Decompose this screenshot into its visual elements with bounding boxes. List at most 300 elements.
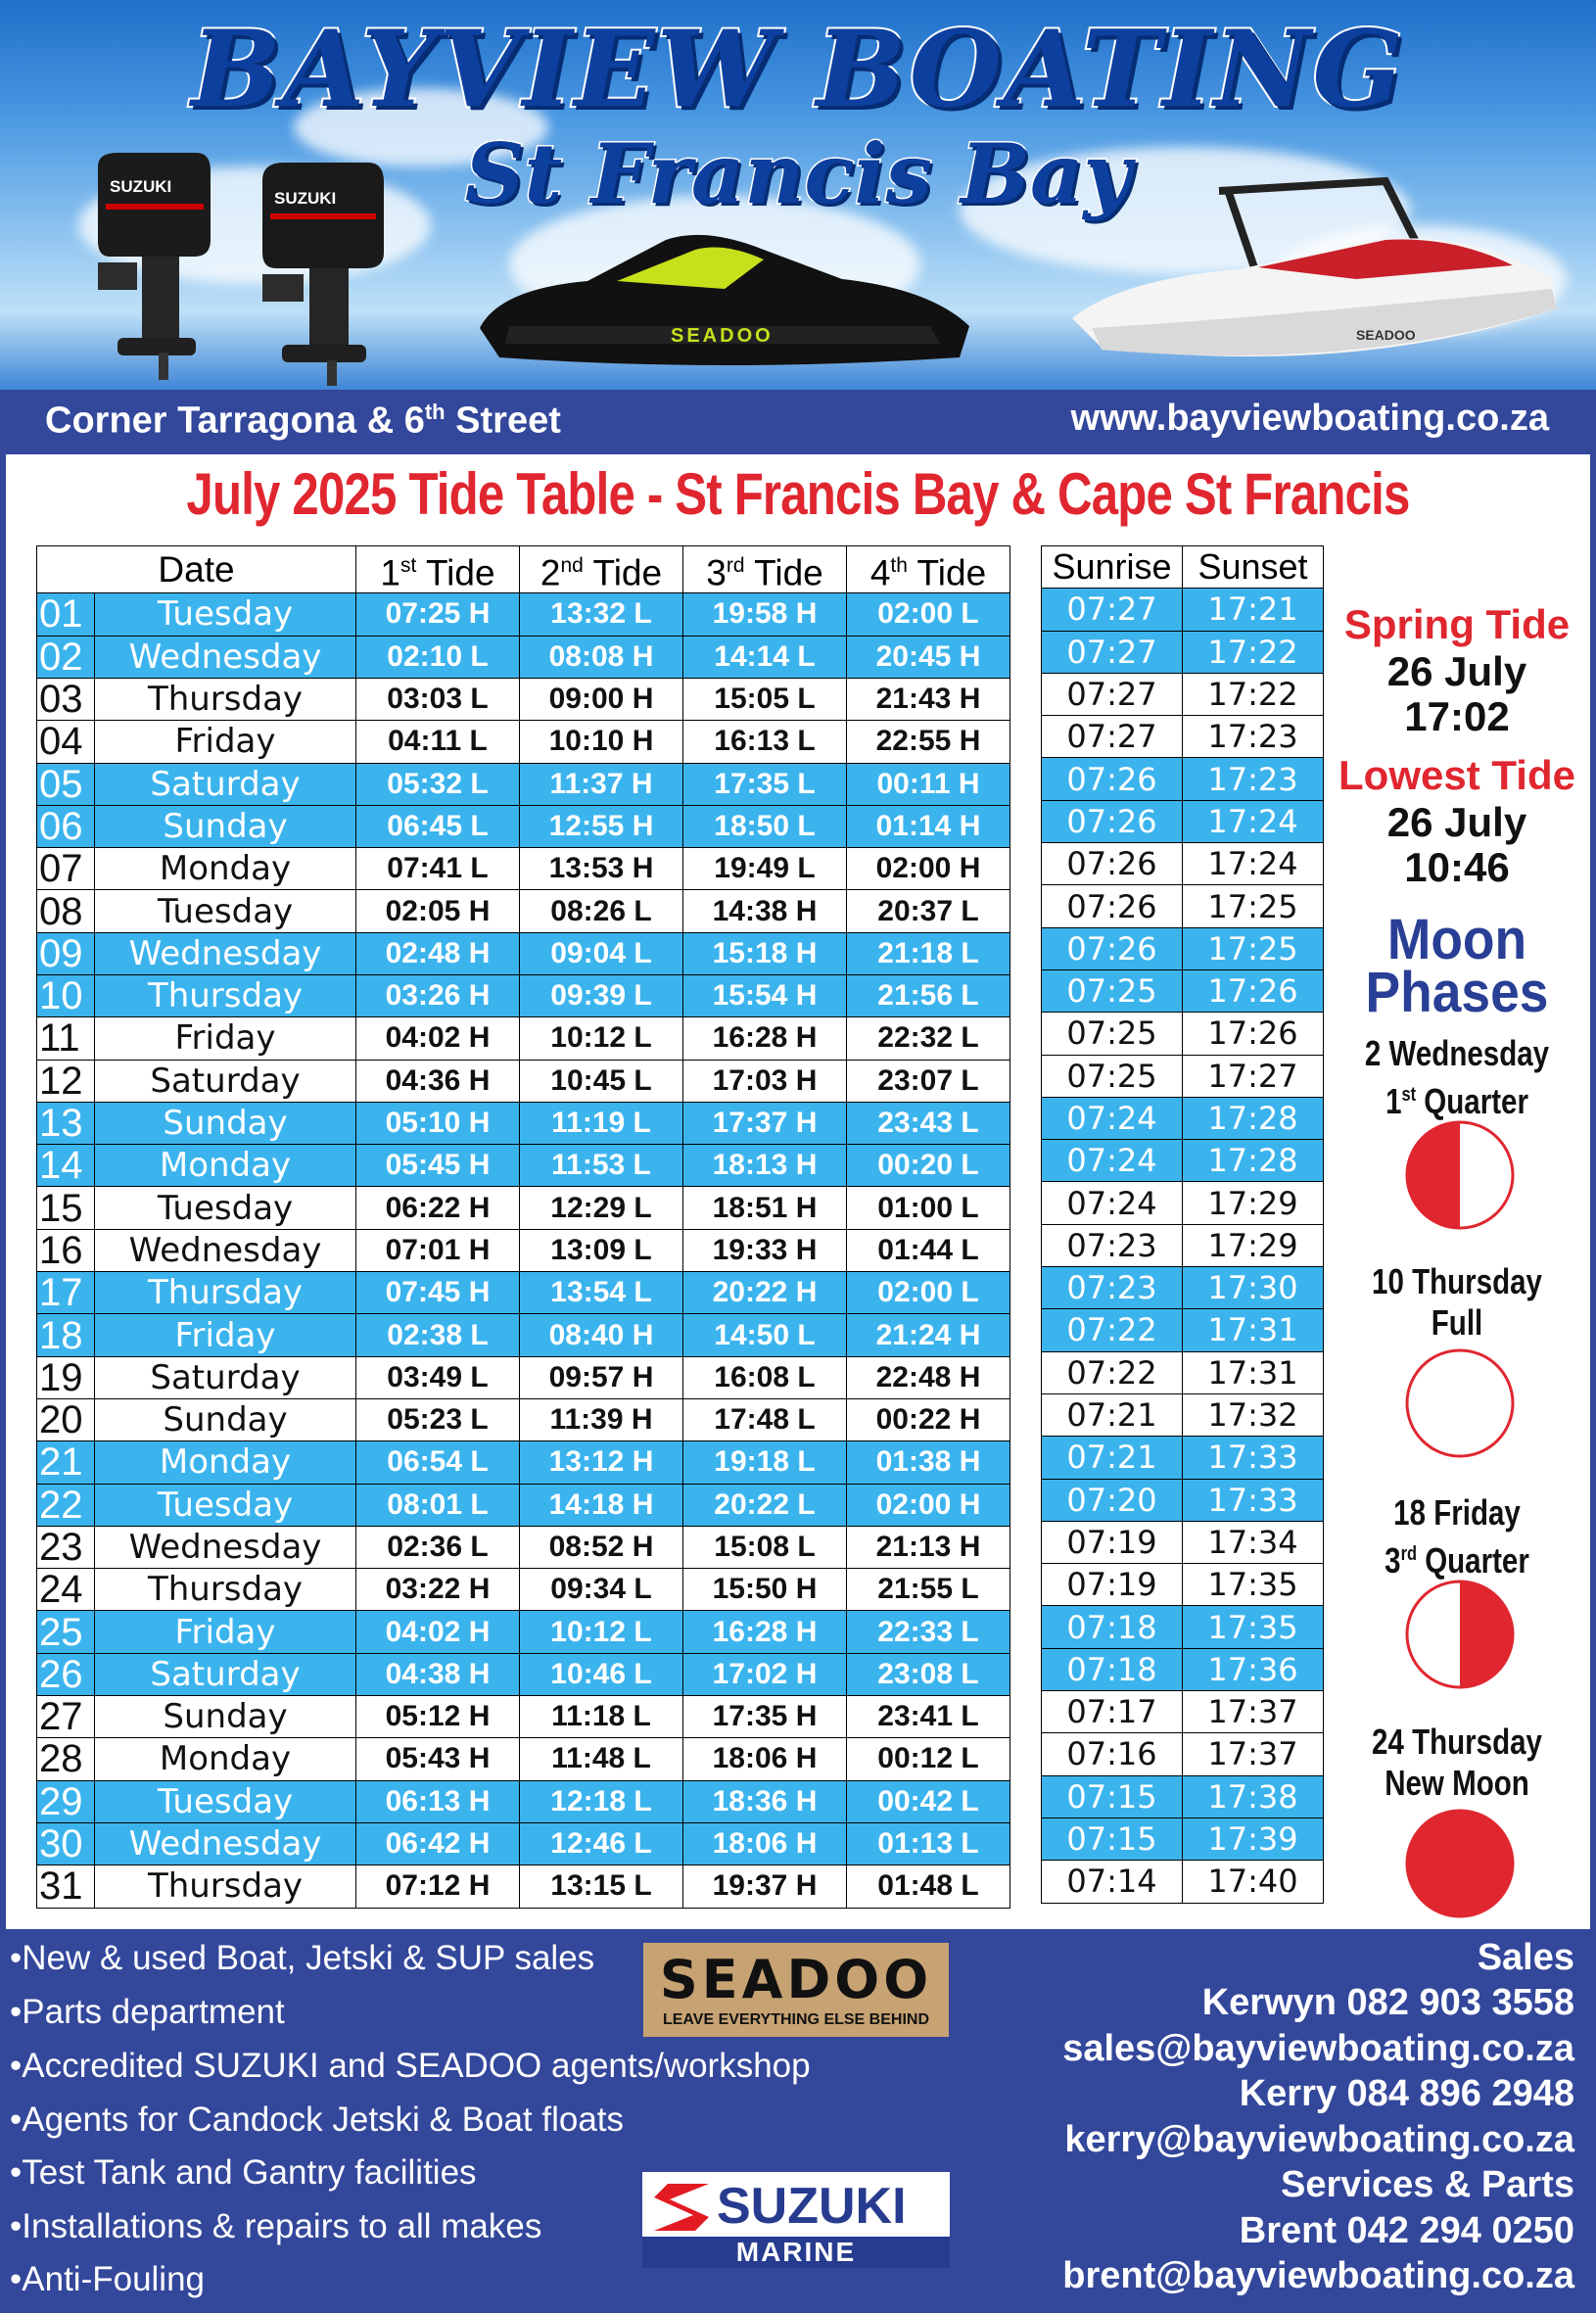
sun-row [1042,589,1324,631]
tide-row [37,1187,1010,1229]
tide-row [37,1441,1010,1484]
sunrise-time: 07:17 [1042,1691,1183,1733]
feature-item: •Test Tank and Gantry facilities [10,2153,477,2192]
tide-time: 03:22 H [356,1569,520,1611]
sunrise-time: 07:14 [1042,1861,1183,1903]
tide-time: 09:04 L [520,932,683,974]
tide-time: 21:56 L [847,975,1010,1017]
sunrise-time: 07:26 [1042,800,1183,842]
tide-time: 03:49 L [356,1356,520,1398]
tide-time: 17:35 H [683,1696,847,1738]
tide-row [37,1738,1010,1780]
sun-row [1042,673,1324,715]
day-number: 17 [37,1272,95,1314]
sun-row [1042,1393,1324,1436]
phase-1-day: 2 Wednesday [1364,1033,1550,1073]
tide-time: 04:36 H [356,1060,520,1102]
sunset-time: 17:28 [1183,1097,1324,1139]
spring-tide-label: Spring Tide [1343,601,1571,647]
tide-row [37,848,1010,890]
sunset-time: 17:23 [1183,758,1324,800]
sunrise-time: 07:15 [1042,1817,1183,1860]
day-number: 11 [37,1017,95,1060]
phase-4-day: 24 Thursday [1372,1722,1542,1762]
phase-2-day: 10 Thursday [1372,1261,1542,1301]
contact-line: Sales [1477,1937,1574,1978]
jetski-label: SEADOO [671,325,774,347]
weekday: Wednesday [95,1229,356,1271]
tide-time: 09:57 H [520,1356,683,1398]
tide-time: 20:45 H [847,636,1010,678]
weekday: Friday [95,1017,356,1060]
sun-row [1042,800,1324,842]
tide-row [37,1060,1010,1102]
sunset-time: 17:26 [1183,1013,1324,1055]
feature-item: •Installations & repairs to all makes [10,2207,542,2245]
sunset-time: 17:38 [1183,1775,1324,1817]
jetski-image [470,220,979,377]
day-number: 13 [37,1102,95,1144]
feature-item: •Agents for Candock Jetski & Boat floats [10,2101,625,2139]
tide-time: 00:22 H [847,1398,1010,1440]
weekday: Saturday [95,1356,356,1398]
tide-time: 19:18 L [683,1441,847,1484]
day-number: 22 [37,1484,95,1526]
sunrise-time: 07:27 [1042,631,1183,673]
tide-row [37,1314,1010,1356]
phase-2-name: Full [1431,1302,1483,1343]
day-number: 02 [37,636,95,678]
phase-3-day: 18 Friday [1393,1492,1521,1533]
sunset-time: 17:31 [1183,1351,1324,1393]
tide-time: 19:58 H [683,593,847,636]
sunset-time: 17:25 [1183,927,1324,969]
sunset-time: 17:24 [1183,800,1324,842]
sunrise-time: 07:20 [1042,1479,1183,1521]
seadoo-logo [643,1943,949,2037]
tide-row [37,1780,1010,1822]
tide-row [37,1526,1010,1568]
tide-time: 10:12 L [520,1017,683,1060]
seadoo-tagline: LEAVE EVERYTHING ELSE BEHIND [662,2011,930,2028]
tide-row [37,1229,1010,1271]
tide-time: 13:54 L [520,1272,683,1314]
tide-time: 05:10 H [356,1102,520,1144]
tide-time: 01:38 H [847,1441,1010,1484]
tide-row [37,1272,1010,1314]
new-moon-icon [1404,1808,1516,1919]
tide-time: 02:38 L [356,1314,520,1356]
sun-row [1042,1097,1324,1139]
sunrise-time: 07:27 [1042,673,1183,715]
weekday: Tuesday [95,890,356,932]
tide-row [37,1569,1010,1611]
contact-line: Kerry 084 896 2948 [1239,2073,1574,2114]
sunset-time: 17:21 [1183,589,1324,631]
sunrise-time: 07:23 [1042,1224,1183,1266]
tide-time: 02:36 L [356,1526,520,1568]
tide-table [36,545,1010,1909]
sunset-time: 17:40 [1183,1861,1324,1903]
weekday: Sunday [95,1696,356,1738]
day-number: 23 [37,1526,95,1568]
tide-time: 05:32 L [356,763,520,805]
tide-time: 17:02 H [683,1653,847,1695]
full-moon-icon [1404,1347,1516,1459]
weekday: Monday [95,1738,356,1780]
weekday: Sunday [95,805,356,847]
day-number: 03 [37,678,95,720]
sun-row [1042,758,1324,800]
tide-time: 06:22 H [356,1187,520,1229]
tide-time: 13:12 H [520,1441,683,1484]
tide-1-header: 1st Tide [356,546,520,593]
tide-row [37,721,1010,763]
brand-title: BAYVIEW BOATING [191,8,1405,131]
sun-row [1042,1309,1324,1351]
tide-time: 01:14 H [847,805,1010,847]
day-number: 14 [37,1145,95,1187]
tide-time: 02:00 L [847,593,1010,636]
tide-time: 04:02 H [356,1017,520,1060]
tide-time: 10:45 L [520,1060,683,1102]
sunrise-time: 07:25 [1042,1013,1183,1055]
sunrise-time: 07:21 [1042,1393,1183,1436]
day-number: 29 [37,1780,95,1822]
contact-email[interactable]: sales@bayviewboating.co.za [1062,2028,1574,2069]
weekday: Saturday [95,1060,356,1102]
tide-time: 02:00 H [847,848,1010,890]
sunset-time: 17:23 [1183,716,1324,758]
day-number: 27 [37,1696,95,1738]
sunset-time: 17:27 [1183,1055,1324,1097]
tide-time: 00:12 L [847,1738,1010,1780]
tide-time: 18:13 H [683,1145,847,1187]
tide-time: 05:12 H [356,1696,520,1738]
tide-time: 05:45 H [356,1145,520,1187]
address: Corner Tarragona & 6th Street [45,400,561,442]
day-number: 28 [37,1738,95,1780]
weekday: Wednesday [95,932,356,974]
sun-row [1042,1224,1324,1266]
sunset-time: 17:22 [1183,673,1324,715]
sun-row [1042,1437,1324,1479]
tide-time: 11:18 L [520,1696,683,1738]
day-number: 06 [37,805,95,847]
tide-time: 15:08 L [683,1526,847,1568]
day-number: 20 [37,1398,95,1440]
weekday: Thursday [95,1272,356,1314]
tide-time: 23:07 L [847,1060,1010,1102]
weekday: Wednesday [95,1526,356,1568]
tide-time: 21:24 H [847,1314,1010,1356]
sunrise-time: 07:27 [1042,716,1183,758]
tide-time: 16:08 L [683,1356,847,1398]
sunset-time: 17:25 [1183,885,1324,927]
tide-time: 12:18 L [520,1780,683,1822]
tide-time: 18:51 H [683,1187,847,1229]
tide-time: 15:18 H [683,932,847,974]
tide-time: 06:13 H [356,1780,520,1822]
weekday: Friday [95,1611,356,1653]
tide-table-body [37,593,1010,1908]
sun-row [1042,1861,1324,1903]
sun-row [1042,1013,1324,1055]
tide-time: 02:00 L [847,1272,1010,1314]
tide-time: 18:50 L [683,805,847,847]
tide-time: 08:26 L [520,890,683,932]
weekday: Tuesday [95,593,356,636]
sunrise-time: 07:15 [1042,1775,1183,1817]
sun-row [1042,969,1324,1012]
tide-table-header [37,546,1010,593]
tide-time: 21:43 H [847,678,1010,720]
tide-time: 07:45 H [356,1272,520,1314]
sun-row [1042,1140,1324,1182]
tide-time: 09:34 L [520,1569,683,1611]
tide-time: 19:49 L [683,848,847,890]
day-number: 18 [37,1314,95,1356]
day-number: 30 [37,1822,95,1865]
website-link[interactable]: www.bayviewboating.co.za [1070,398,1549,439]
suzuki-logo-text: SUZUKI [717,2178,907,2235]
tide-time: 22:55 H [847,721,1010,763]
tide-time: 02:10 L [356,636,520,678]
feature-item: •Parts department [10,1993,285,2031]
tide-time: 07:01 H [356,1229,520,1271]
tide-time: 16:28 H [683,1017,847,1060]
tide-time: 15:54 H [683,975,847,1017]
tide-time: 12:55 H [520,805,683,847]
tide-time: 01:48 L [847,1865,1010,1908]
tide-row [37,1356,1010,1398]
tide-time: 21:13 H [847,1526,1010,1568]
tide-time: 07:12 H [356,1865,520,1908]
feature-item: •Accredited SUZUKI and SEADOO agents/workshop [10,2047,811,2085]
tide-time: 22:32 L [847,1017,1010,1060]
tide-time: 13:53 H [520,848,683,890]
weekday: Wednesday [95,1822,356,1865]
tide-time: 16:13 L [683,721,847,763]
sunrise-time: 07:26 [1042,843,1183,885]
day-number: 24 [37,1569,95,1611]
tide-time: 23:08 L [847,1653,1010,1695]
sun-row [1042,1733,1324,1775]
sunrise-time: 07:23 [1042,1267,1183,1309]
day-number: 04 [37,721,95,763]
tide-time: 01:00 L [847,1187,1010,1229]
brand-subtitle: St Francis Bay [464,125,1132,222]
tide-time: 14:14 L [683,636,847,678]
tide-time: 04:11 L [356,721,520,763]
weekday: Tuesday [95,1187,356,1229]
contact-line: Services & Parts [1281,2164,1574,2205]
tide-time: 00:42 L [847,1780,1010,1822]
sun-row [1042,1606,1324,1648]
weekday: Saturday [95,1653,356,1695]
tide-2-header: 2nd Tide [520,546,683,593]
sun-row [1042,1521,1324,1563]
sunset-time: 17:37 [1183,1733,1324,1775]
lowest-tide-label: Lowest Tide [1338,752,1575,798]
sun-row [1042,885,1324,927]
tide-time: 18:06 H [683,1738,847,1780]
sunrise-time: 07:25 [1042,969,1183,1012]
sunset-header: Sunset [1183,546,1324,589]
tide-time: 11:48 L [520,1738,683,1780]
sun-row [1042,1817,1324,1860]
sunset-time: 17:29 [1183,1182,1324,1224]
sunrise-time: 07:24 [1042,1140,1183,1182]
tide-time: 11:53 L [520,1145,683,1187]
third-quarter-moon-icon [1404,1579,1516,1690]
weekday: Tuesday [95,1780,356,1822]
weekday: Monday [95,848,356,890]
sunset-time: 17:26 [1183,969,1324,1012]
sunrise-time: 07:19 [1042,1564,1183,1606]
suzuki-logo [642,2172,950,2268]
suzuki-marine-text: MARINE [735,2237,857,2267]
tide-time: 02:00 H [847,1484,1010,1526]
weekday: Saturday [95,763,356,805]
tide-row [37,1865,1010,1908]
tide-row [37,1822,1010,1865]
contact-email[interactable]: brent@bayviewboating.co.za [1062,2255,1574,2296]
tide-row [37,636,1010,678]
sun-table-header [1042,546,1324,589]
tide-time: 21:18 L [847,932,1010,974]
tide-time: 14:50 L [683,1314,847,1356]
contact-line: Brent 042 294 0250 [1239,2210,1574,2251]
tide-row [37,975,1010,1017]
tide-time: 08:01 L [356,1484,520,1526]
weekday: Friday [95,721,356,763]
tide-time: 18:06 H [683,1822,847,1865]
sunset-time: 17:33 [1183,1437,1324,1479]
tide-time: 15:05 L [683,678,847,720]
seadoo-logo-text: SEADOO [659,1949,933,2010]
tide-time: 13:09 L [520,1229,683,1271]
tide-time: 07:25 H [356,593,520,636]
weekday: Thursday [95,1865,356,1908]
tide-time: 17:48 L [683,1398,847,1440]
sun-row [1042,1775,1324,1817]
tide-time: 01:13 L [847,1822,1010,1865]
sunrise-time: 07:21 [1042,1437,1183,1479]
weekday: Sunday [95,1398,356,1440]
day-number: 12 [37,1060,95,1102]
sun-row [1042,927,1324,969]
sunrise-time: 07:26 [1042,885,1183,927]
sun-row [1042,1648,1324,1690]
phase-3-name: 3rd Quarter [1385,1540,1529,1581]
sunset-time: 17:35 [1183,1564,1324,1606]
tide-time: 06:54 L [356,1441,520,1484]
sunset-time: 17:35 [1183,1606,1324,1648]
tide-time: 20:22 H [683,1272,847,1314]
day-number: 19 [37,1356,95,1398]
sun-row [1042,1564,1324,1606]
tide-time: 02:48 H [356,932,520,974]
tide-time: 14:38 H [683,890,847,932]
sunrise-time: 07:24 [1042,1182,1183,1224]
boat-label: SEADOO [1356,327,1416,343]
day-number: 07 [37,848,95,890]
tide-time: 22:48 H [847,1356,1010,1398]
tide-time: 11:39 H [520,1398,683,1440]
weekday: Sunday [95,1102,356,1144]
sunset-time: 17:29 [1183,1224,1324,1266]
tide-time: 07:41 L [356,848,520,890]
lowest-tide-time: 10:46 [1404,844,1510,890]
sunrise-header: Sunrise [1042,546,1183,589]
tide-time: 13:15 L [520,1865,683,1908]
contact-line: Kerwyn 082 903 3558 [1201,1982,1574,2023]
tide-time: 12:29 L [520,1187,683,1229]
tide-time: 11:19 L [520,1102,683,1144]
sunset-time: 17:22 [1183,631,1324,673]
tide-time: 02:05 H [356,890,520,932]
weekday: Monday [95,1145,356,1187]
day-number: 21 [37,1441,95,1484]
sun-row [1042,1267,1324,1309]
sunrise-time: 07:25 [1042,1055,1183,1097]
tide-row [37,593,1010,636]
weekday: Thursday [95,1569,356,1611]
sun-row [1042,843,1324,885]
tide-time: 19:37 H [683,1865,847,1908]
feature-item: •New & used Boat, Jetski & SUP sales [10,1939,595,1977]
engine-label-1: SUZUKI [110,177,172,196]
tide-time: 15:50 H [683,1569,847,1611]
tide-3-header: 3rd Tide [683,546,847,593]
tide-time: 08:08 H [520,636,683,678]
tide-time: 05:23 L [356,1398,520,1440]
day-number: 08 [37,890,95,932]
tide-time: 17:35 L [683,763,847,805]
tide-time: 10:10 H [520,721,683,763]
tide-time: 18:36 H [683,1780,847,1822]
sunset-time: 17:37 [1183,1691,1324,1733]
weekday: Monday [95,1441,356,1484]
sunset-time: 17:33 [1183,1479,1324,1521]
contact-email[interactable]: kerry@bayviewboating.co.za [1064,2119,1574,2160]
lowest-tide-date: 26 July [1386,799,1527,845]
sunrise-time: 07:22 [1042,1351,1183,1393]
tide-time: 10:12 L [520,1611,683,1653]
tide-time: 22:33 L [847,1611,1010,1653]
tide-row [37,1653,1010,1695]
weekday: Friday [95,1314,356,1356]
sunrise-time: 07:19 [1042,1521,1183,1563]
tide-time: 04:02 H [356,1611,520,1653]
tide-time: 10:46 L [520,1653,683,1695]
tide-time: 19:33 H [683,1229,847,1271]
tide-time: 12:46 L [520,1822,683,1865]
weekday: Thursday [95,678,356,720]
tide-row [37,1484,1010,1526]
engine-label-2: SUZUKI [274,189,337,208]
sun-row [1042,1479,1324,1521]
tide-row [37,1398,1010,1440]
day-number: 10 [37,975,95,1017]
page-title: July 2025 Tide Table - St Francis Bay & Cape St Francis [186,461,1410,527]
tide-row [37,763,1010,805]
tide-time: 01:44 L [847,1229,1010,1271]
sunset-time: 17:30 [1183,1267,1324,1309]
tide-time: 20:22 L [683,1484,847,1526]
sunrise-time: 07:27 [1042,589,1183,631]
